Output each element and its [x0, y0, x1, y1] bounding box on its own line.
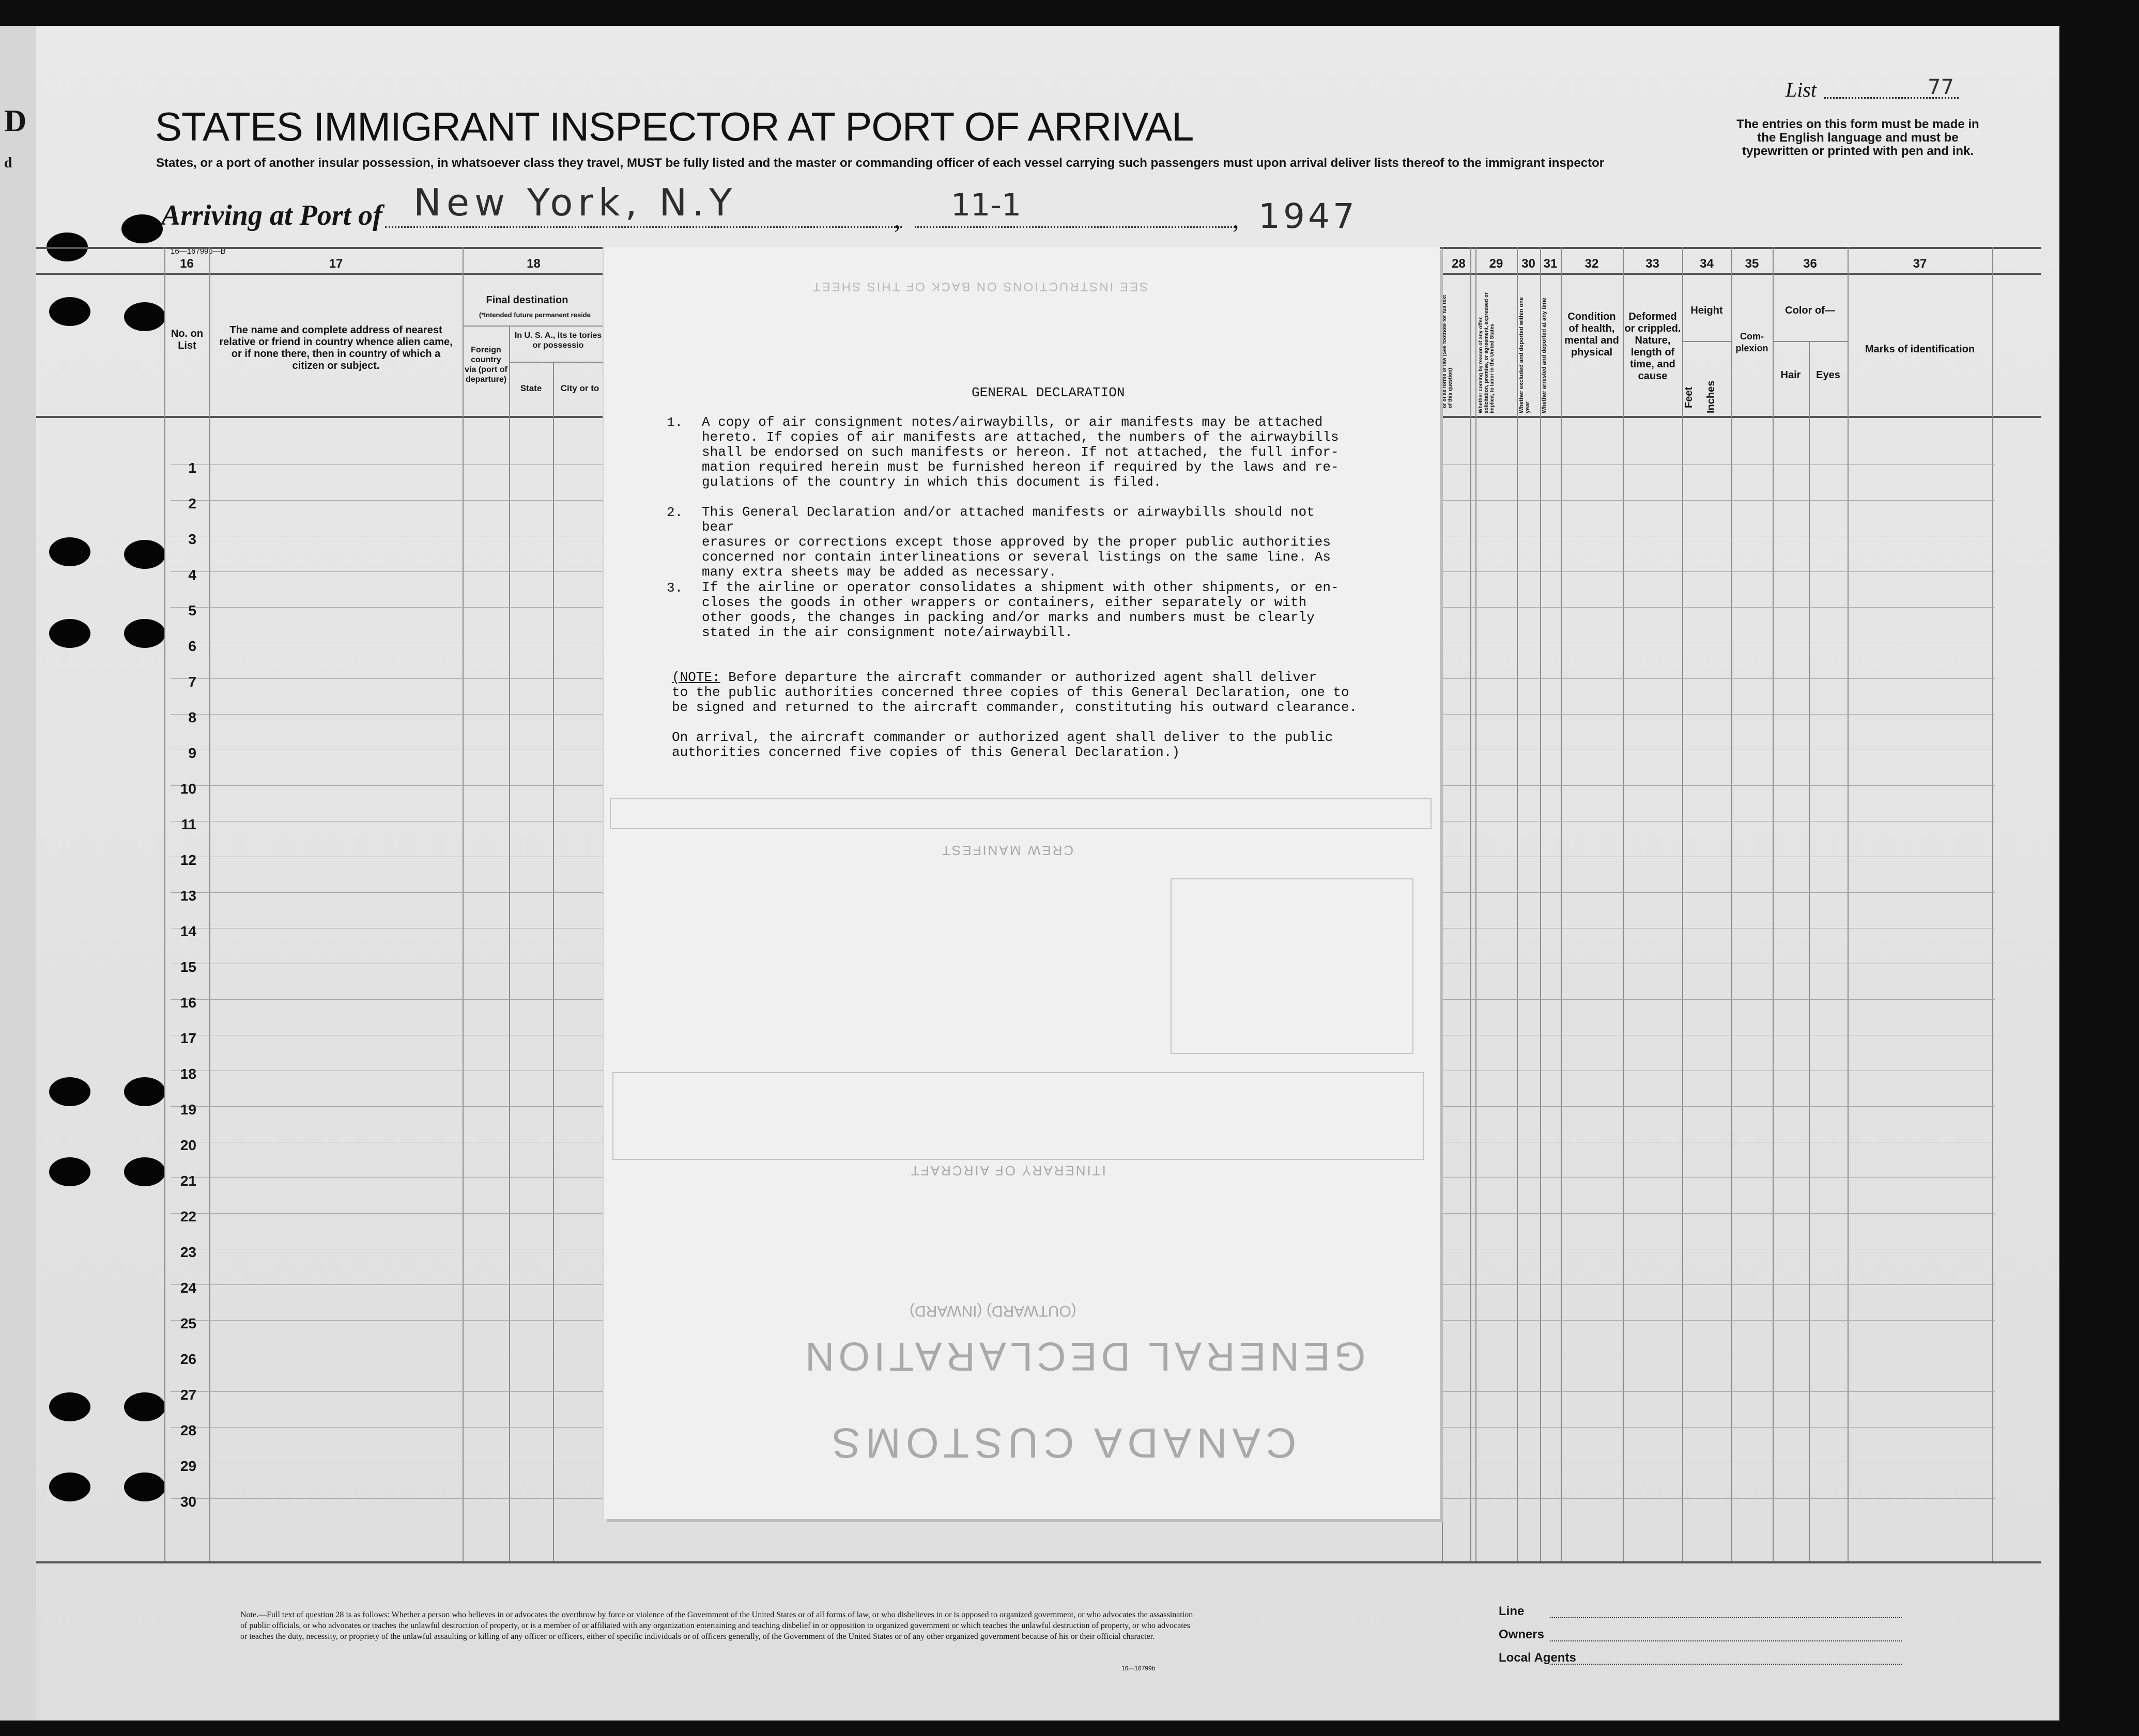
- column-divider: [1623, 247, 1624, 1561]
- list-label: List: [1786, 78, 1817, 101]
- bleed-through-official-box: [1171, 878, 1413, 1054]
- comma-separator: ,: [1233, 205, 1239, 234]
- bleed-through-instructions: SEE INSTRUCTIONS ON BACK OF THIS SHEET: [811, 280, 1148, 293]
- row-number: 27: [180, 1387, 196, 1403]
- header-city: City or to: [560, 383, 599, 393]
- adjacent-page-fragment: D: [4, 104, 27, 138]
- bleed-through-crew-table: [610, 798, 1432, 829]
- declaration-title: GENERAL DECLARATION: [972, 385, 1125, 400]
- header-question-31: Whether arrested and deported at any time: [1541, 298, 1547, 413]
- column-divider: [1731, 247, 1732, 1561]
- row-number: 30: [180, 1494, 196, 1510]
- local-agents-label: Local Agents: [1499, 1651, 1576, 1665]
- column-number: 30: [1521, 257, 1535, 271]
- declaration-item-number: 3.: [667, 580, 683, 596]
- row-number: 11: [181, 816, 196, 832]
- header-color-of: Color of—: [1785, 305, 1835, 316]
- column-number: 36: [1803, 257, 1817, 271]
- row-number: 3: [188, 531, 196, 547]
- row-number: 18: [180, 1066, 196, 1082]
- comma-separator: ,: [894, 205, 901, 234]
- owners-field: [1550, 1640, 1902, 1641]
- column-divider: [209, 247, 210, 1561]
- column-number: 17: [329, 257, 343, 271]
- arriving-port-label: Arriving at Port of: [161, 199, 382, 231]
- punch-hole: [49, 297, 90, 326]
- bleed-through-crew-manifest: CREW MANIFEST: [941, 843, 1074, 858]
- bleed-through-canada-customs: CANADA CUSTOMS: [827, 1419, 1297, 1466]
- header-height: Height: [1690, 305, 1723, 316]
- header-nearest-relative: The name and complete address of nearest relative or friend in country whence alien came, or if none there, then in country of which a citizen or subject.: [219, 324, 453, 371]
- column-number: 16: [180, 257, 194, 271]
- row-number: 1: [188, 460, 196, 476]
- column-divider: [1475, 247, 1476, 1561]
- destination-subdivider: [463, 326, 605, 327]
- line-label: Line: [1499, 1604, 1525, 1618]
- header-foreign-country: Foreign country via (port of departure): [465, 346, 507, 384]
- column-number: 31: [1543, 257, 1558, 271]
- column-number: 33: [1645, 257, 1659, 271]
- header-eyes: Eyes: [1816, 369, 1840, 381]
- row-number: 9: [188, 745, 196, 761]
- header-feet: Feet: [1683, 386, 1695, 408]
- height-subdivider: [1682, 341, 1731, 342]
- header-question-28: or of all forms of law (See footnote for full text of this question): [1442, 295, 1453, 408]
- row-number: 16: [180, 995, 196, 1011]
- color-subdivider: [1773, 341, 1848, 342]
- row-number: 19: [180, 1102, 196, 1118]
- arriving-port-line: [385, 226, 902, 228]
- row-number: 7: [188, 674, 196, 690]
- row-number: 25: [180, 1315, 196, 1331]
- footer-question-28-note: Note.—Full text of question 28 is as follows: Whether a person who believes in or advocates the overthrow by force or violence of the Government of the United States or of all forms of law, or who disbelieves in or is opposed to organized government, or who advocates the assassination of public officials, or who advocates or teaches the unlawful destruction of property, or is a member of or affiliated with any organization entertaining and teaching disbelief in or opposition to organized government or which teaches the unlawful destruction of property, or who advocates or teaches the duty, necessity, or propriety of the unlawful assaulting or killing of any officer or officers, either of specific individuals or of officers generally, of the Government of the United States or of any other organized government because of his or their official character.: [240, 1610, 1193, 1641]
- punch-hole: [49, 1077, 90, 1106]
- arriving-year-value: 1947: [1258, 196, 1358, 236]
- bleed-through-general-declaration: GENERAL DECLARATION: [801, 1334, 1366, 1380]
- column-number: 29: [1489, 257, 1503, 271]
- column-divider: [1682, 247, 1683, 1561]
- entries-instruction-note: The entries on this form must be made in the English language and must be typewritten or printed with pen and ink.: [1736, 117, 1979, 158]
- header-inches: Inches: [1705, 380, 1717, 413]
- declaration-note-text: Before departure the aircraft commander or authorized agent shall deliver to the public authorities concerned three copies of this General Declaration, one to be signed and returned to the aircraft commander, constituting his outward clearance.: [672, 670, 1358, 715]
- bleed-through-itinerary: ITINERARY OF AIRCRAFT: [910, 1163, 1106, 1179]
- punch-hole: [124, 1077, 165, 1106]
- row-number: 17: [180, 1030, 196, 1046]
- column-divider: [1809, 341, 1810, 1561]
- row-number: 13: [180, 888, 196, 904]
- header-deformed: Deformed or crippled. Nature, length of time, and cause: [1624, 311, 1681, 382]
- local-agents-field: [1550, 1664, 1902, 1665]
- column-divider: [1517, 247, 1518, 1561]
- punch-hole: [124, 619, 165, 648]
- punch-hole: [124, 302, 165, 331]
- column-divider: [1561, 247, 1562, 1561]
- arriving-port-value: New York, N.Y: [413, 181, 737, 224]
- row-number: 28: [180, 1422, 196, 1438]
- adjacent-page-strip: [0, 26, 36, 1721]
- row-number: 23: [180, 1244, 196, 1260]
- column-divider: [1848, 247, 1849, 1561]
- row-number: 5: [188, 602, 196, 618]
- row-number: 29: [180, 1458, 196, 1474]
- column-divider: [1773, 247, 1774, 1561]
- declaration-note: [672, 670, 1359, 715]
- declaration-item-text: This General Declaration and/or attached manifests or airwaybills should not bear erasures or corrections except those approved by the proper public authorities concerned nor contain interlineations or several listings on the same line. As many extra sheets may be added as necessary.: [702, 504, 1331, 580]
- row-number: 24: [180, 1280, 196, 1296]
- column-divider: [1540, 247, 1541, 1561]
- header-in-usa: In U. S. A., its te tories or possessio: [514, 331, 602, 350]
- list-number: 77: [1928, 75, 1954, 99]
- header-no-on-list: No. on List: [171, 328, 204, 351]
- header-question-29: Whether coming by reason of any offer, solicitation, promise, or agreement, expressed or implied, to labor in the United States: [1478, 292, 1495, 413]
- declaration-item-text: A copy of air consignment notes/airwaybills, or air manifests may be attached hereto. If copies of air manifests are attached, the numbers of the airwaybills shall be endorsed on such manifests or hereon. If not attached, the full infor- mation required herein must be furnished hereon if required by the laws and re- gulations of the country in which this document is filed.: [702, 414, 1339, 490]
- punch-hole: [49, 1392, 90, 1421]
- header-state: State: [520, 383, 542, 393]
- column-divider: [553, 362, 554, 1561]
- row-number: 21: [180, 1173, 196, 1189]
- declaration-note-label: (NOTE:: [672, 670, 720, 685]
- row-number: 8: [188, 709, 196, 725]
- punch-hole: [124, 1392, 165, 1421]
- header-health: Condition of health, mental and physical: [1564, 311, 1619, 358]
- row-number: 6: [188, 638, 196, 654]
- adjacent-page-fragment: d: [4, 155, 12, 171]
- row-number: 10: [180, 781, 196, 797]
- punch-hole: [49, 537, 90, 566]
- row-number: 12: [180, 852, 196, 868]
- bleed-through-itinerary-table: [612, 1072, 1424, 1160]
- column-number: 35: [1745, 257, 1759, 271]
- column-divider: [1992, 247, 1993, 1561]
- row-number: 4: [188, 567, 196, 583]
- punch-hole: [49, 1157, 90, 1186]
- form-code: 16—16799b—B: [171, 247, 226, 256]
- row-number: 26: [180, 1351, 196, 1367]
- header-complexion: Com- plexion: [1735, 331, 1768, 353]
- punch-hole: [49, 619, 90, 648]
- declaration-item-number: 2.: [667, 505, 683, 520]
- column-number: 37: [1913, 257, 1927, 271]
- column-number: 28: [1452, 257, 1466, 271]
- row-number: 22: [180, 1208, 196, 1225]
- header-hair: Hair: [1780, 369, 1801, 381]
- row-number: 20: [180, 1137, 196, 1153]
- line-field: [1550, 1617, 1902, 1618]
- column-divider: [509, 326, 510, 1561]
- column-number: 32: [1584, 257, 1599, 271]
- form-title: STATES IMMIGRANT INSPECTOR AT PORT OF ARRIVAL: [155, 104, 1194, 149]
- header-marks-identification: Marks of identification: [1865, 344, 1975, 355]
- punch-hole: [124, 540, 165, 569]
- column-divider: [1442, 247, 1443, 1561]
- form-subtitle: States, or a port of another insular possession, in whatsoever class they travel, MUST be fully listed and the master or commanding officer of each vessel carrying such passengers must upon arrival deliver lists thereof to the immigrant inspector: [156, 156, 1605, 170]
- row-number: 2: [188, 495, 196, 512]
- column-divider: [463, 247, 464, 1561]
- header-final-destination: Final destination: [486, 295, 568, 306]
- row-number: 15: [180, 959, 196, 975]
- column-number: 34: [1700, 257, 1714, 271]
- footer-form-code: 16—16799b: [1121, 1665, 1156, 1672]
- arriving-date-line: [915, 226, 1235, 228]
- punch-hole: [121, 214, 163, 243]
- column-number: 18: [527, 257, 541, 271]
- usa-subdivider: [509, 362, 605, 363]
- owners-label: Owners: [1499, 1628, 1545, 1641]
- punch-hole: [124, 1157, 165, 1186]
- header-question-30: Whether excluded and deported within one year: [1518, 297, 1531, 413]
- header-final-destination-note: (*Intended future permanent reside: [479, 311, 591, 319]
- declaration-item-text: If the airline or operator consolidates a shipment with other shipments, or en- closes the goods in other wrappers or containers, either separately or with other goods, the changes in packing and/or marks and numbers must be clearly stated in the air consignment note/airwaybill.: [702, 580, 1339, 640]
- arriving-date-value: 11-1: [951, 187, 1022, 223]
- bleed-through-outward-inward: (OUTWARD) (INWARD): [910, 1303, 1076, 1320]
- declaration-arrival-text: On arrival, the aircraft commander or authorized agent shall deliver to the public authorities concerned five copies of this General Declaration.): [672, 730, 1333, 760]
- table-bottom-border: [36, 1561, 2041, 1563]
- row-number: 14: [180, 923, 196, 939]
- punch-hole: [49, 1473, 90, 1501]
- punch-hole: [124, 1473, 165, 1501]
- column-divider: [1470, 247, 1471, 1561]
- declaration-item-number: 1.: [667, 415, 683, 430]
